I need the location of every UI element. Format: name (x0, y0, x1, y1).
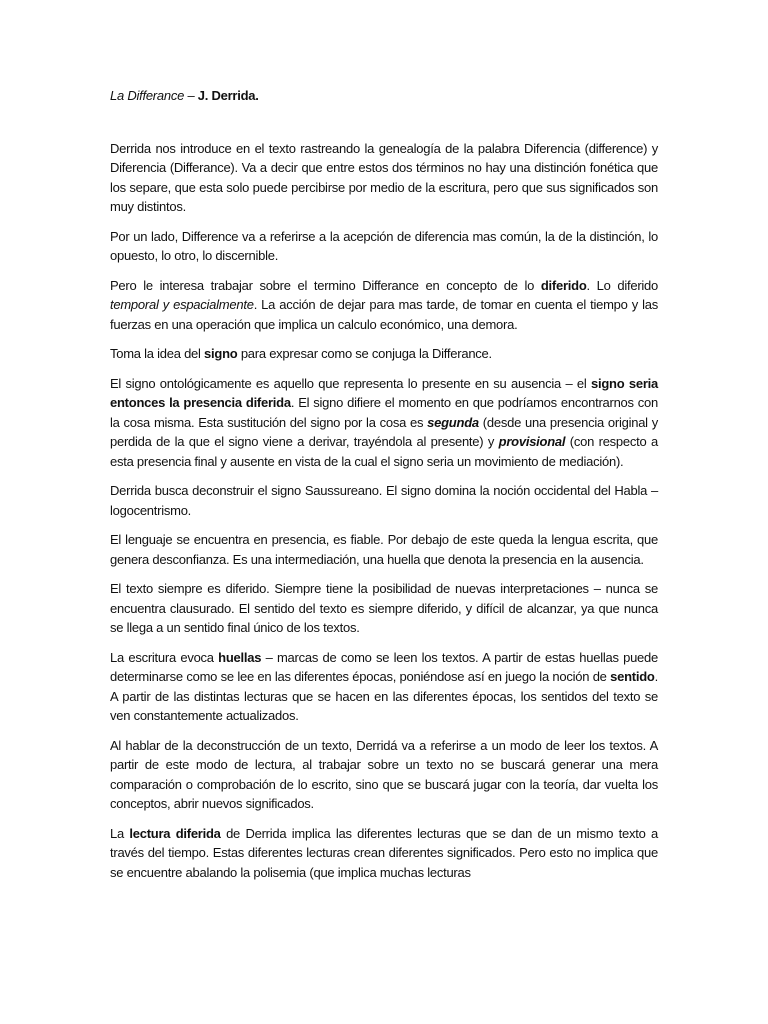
bold-text-run: diferido (540, 277, 587, 293)
text-run: de Derrida implica las diferentes lecturas que se dan de un mismo texto a través del tiempo. Estas diferentes lecturas crean diferentes significados. Pero esto no implica que se encuentre abalando la polisemia (que implica muchas lecturas (110, 825, 659, 880)
text-run: La (110, 825, 130, 841)
text-run: Al hablar de la deconstrucción de un texto, Derridá va a referirse a un modo de leer los textos. A partir de este modo de lectura, al trabajar sobre un texto no se buscará generar una mera comparación o comprobación de lo escrito, sino que se buscará jugar con la teoría, dar vuelta los conceptos, abrir nuevos significados. (110, 737, 658, 811)
paragraph (110, 736, 658, 814)
title-author: J. Derrida. (197, 88, 259, 103)
title-separator: – (184, 88, 198, 103)
bold-text-run: lectura diferida (129, 825, 221, 841)
paragraph (110, 530, 658, 569)
bold-text-run: huellas (218, 649, 262, 665)
bold-text-run: sentido (610, 669, 655, 684)
italic-text-run: temporal y espacialmente (110, 297, 254, 312)
paragraph (110, 374, 658, 472)
document-title (110, 86, 658, 106)
paragraph (110, 139, 658, 217)
text-run: . El signo difiere el momento en que podríamos encontrarnos con la cosa misma. Esta sustitución del signo por la cosa es (110, 395, 659, 430)
text-run: – marcas de como se leen los textos. A partir de estas huellas puede determinarse como se lee en las diferentes épocas, poniéndose así en juego la noción de (110, 649, 658, 684)
text-run: Derrida nos introduce en el texto rastreando la genealogía de la palabra Diferencia (difference) y Diferencia (Differance). Va a decir que entre estos dos términos no hay una distinción fonética que los separe, que esta solo puede percibirse por medio de la escritura, pero que sus significados son muy distintos. (110, 140, 658, 214)
text-run: . Lo diferido (586, 277, 658, 293)
text-run: . La acción de dejar para mas tarde, de tomar en cuenta el tiempo y las fuerzas en una operación que implica un calculo económico, una demora. (110, 297, 658, 332)
paragraph (110, 276, 658, 335)
bold-italic-text-run: segunda (427, 414, 479, 430)
text-run: Toma la idea del (110, 346, 205, 361)
paragraph (110, 579, 658, 638)
text-run: El signo ontológicamente es aquello que representa lo presente en su ausencia – el (110, 375, 592, 391)
document-body (110, 139, 658, 883)
text-run: . A partir de las distintas lecturas que se hacen en las diferentes épocas, los sentidos del texto se ven constantemente actualizados. (110, 669, 658, 723)
bold-italic-text-run: provisional (498, 434, 566, 449)
paragraph (110, 227, 658, 266)
text-run: La escritura evoca (110, 649, 219, 665)
text-run: (con respecto a esta presencia final y ausente en vista de la cual el signo seria un movimiento de mediación). (110, 434, 658, 469)
text-run: Por un lado, Difference va a referirse a la acepción de diferencia mas común, la de la distinción, lo opuesto, lo otro, lo discernible. (110, 228, 658, 263)
bold-text-run: signo (204, 346, 238, 361)
paragraph (110, 344, 658, 364)
text-run: El lenguaje se encuentra en presencia, es fiable. Por debajo de este queda la lengua escrita, que genera desconfianza. Es una intermediación, una huella que denota la presencia en la ausencia. (110, 532, 658, 567)
title-work: La Differance (110, 88, 185, 103)
text-run: para expresar como se conjuga la Differance. (237, 346, 492, 361)
text-run: Derrida busca deconstruir el signo Saussureano. El signo domina la noción occidental del Habla – logocentrismo. (110, 483, 658, 518)
text-run: Pero le interesa trabajar sobre el termino Differance en concepto de lo (110, 277, 541, 293)
text-run: El texto siempre es diferido. Siempre tiene la posibilidad de nuevas interpretaciones – nunca se encuentra clausurado. El sentido del texto es siempre diferido, y difícil de alcanzar, ya que nunca se llega a un sentido final único de los textos. (110, 581, 658, 635)
paragraph (110, 648, 658, 726)
paragraph (110, 481, 658, 520)
bold-text-run: signo seria entonces la presencia diferida (110, 375, 659, 410)
paragraph (110, 824, 658, 883)
document-page (110, 86, 658, 892)
text-run: (desde una presencia original y perdida de la que el signo viene a derivar, trayéndola al presente) y (110, 414, 658, 449)
